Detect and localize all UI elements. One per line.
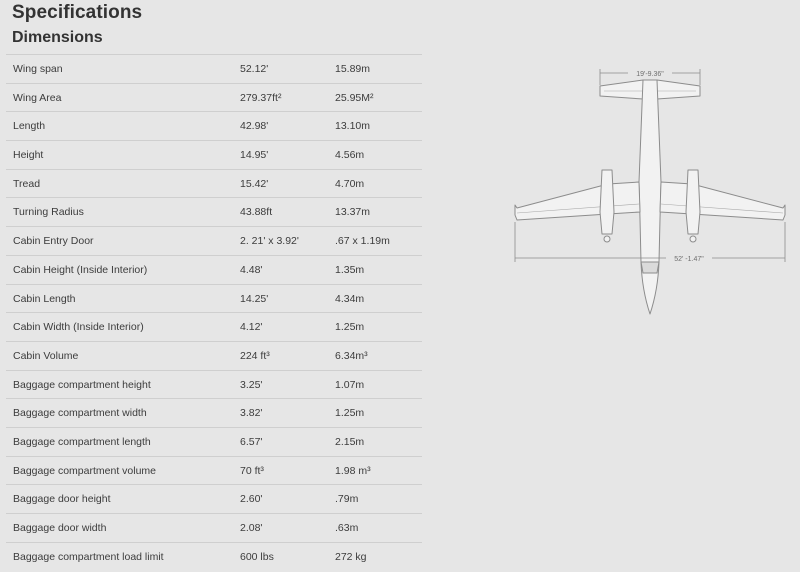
spec-metric-value: 25.95M² [335, 91, 374, 104]
spec-metric-value: 4.34m [335, 292, 365, 305]
spec-metric-value: 1.25m [335, 321, 365, 334]
aircraft-top-view-diagram [508, 62, 792, 322]
right-wing [660, 182, 785, 220]
spec-imperial-value: 70 ft³ [240, 464, 264, 477]
table-row [6, 312, 422, 341]
table-row [6, 226, 422, 255]
left-wing [515, 182, 640, 220]
spec-imperial-value: 279.37ft² [240, 91, 282, 104]
table-row [6, 341, 422, 370]
spec-label: Baggage compartment length [13, 435, 151, 448]
spec-imperial-value: 600 lbs [240, 550, 274, 563]
table-row [6, 456, 422, 485]
spec-metric-value: 1.07m [335, 378, 365, 391]
spec-metric-value: 6.34m³ [335, 349, 368, 362]
table-row [6, 111, 422, 140]
table-row [6, 484, 422, 513]
fuselage [639, 80, 661, 314]
spec-imperial-value: 14.25' [240, 292, 269, 305]
spec-label: Baggage compartment width [13, 407, 147, 420]
spec-label: Cabin Height (Inside Interior) [13, 263, 148, 276]
spec-imperial-value: 6.57' [240, 435, 263, 448]
table-row [6, 398, 422, 427]
table-row [6, 140, 422, 169]
spec-label: Baggage compartment volume [13, 464, 156, 477]
spec-metric-value: 2.15m [335, 435, 365, 448]
spec-label: Cabin Length [13, 292, 76, 305]
right-engine-nacelle [686, 170, 700, 234]
spec-imperial-value: 3.25' [240, 378, 263, 391]
spec-metric-value: 4.70m [335, 177, 365, 190]
spec-imperial-value: 4.12' [240, 321, 263, 334]
spec-imperial-value: 224 ft³ [240, 349, 270, 362]
spec-metric-value: 13.37m [335, 206, 371, 219]
spec-metric-value: .67 x 1.19m [335, 235, 390, 248]
spec-label: Height [13, 149, 44, 162]
spec-imperial-value: 2.60' [240, 493, 263, 506]
spec-metric-value: 13.10m [335, 120, 371, 133]
left-spinner [604, 236, 610, 242]
spec-imperial-value: 15.42' [240, 177, 269, 190]
table-row [6, 284, 422, 313]
spec-label: Wing span [13, 63, 63, 75]
table-row [6, 255, 422, 284]
spec-label: Baggage door height [13, 493, 111, 506]
spec-metric-value: .63m [335, 522, 359, 534]
spec-metric-value: 15.89m [335, 63, 371, 75]
spec-label: Tread [13, 177, 41, 190]
cockpit-windows [641, 262, 659, 273]
spec-imperial-value: 4.48' [240, 263, 263, 276]
section-title-dimensions: Dimensions [12, 29, 103, 46]
table-row [6, 83, 422, 112]
spec-label: Turning Radius [13, 206, 84, 219]
spec-metric-value: 1.98 m³ [335, 464, 371, 477]
table-row [6, 370, 422, 399]
spec-label: Baggage compartment height [13, 378, 151, 391]
spec-imperial-value: 52.12' [240, 63, 269, 75]
specs-table [6, 54, 422, 570]
table-row [6, 169, 422, 198]
spec-imperial-value: 2.08' [240, 522, 263, 534]
spec-label: Cabin Entry Door [13, 235, 94, 248]
table-row [6, 427, 422, 456]
spec-imperial-value: 3.82' [240, 407, 263, 420]
spec-label: Cabin Width (Inside Interior) [13, 321, 144, 334]
spec-label: Cabin Volume [13, 349, 79, 362]
spec-imperial-value: 43.88ft [240, 206, 273, 219]
left-engine-nacelle [600, 170, 614, 234]
spec-metric-value: 1.35m [335, 263, 365, 276]
table-row [6, 197, 422, 226]
page-title: Specifications [12, 2, 143, 23]
spec-metric-value: 1.25m [335, 407, 365, 420]
tail-span-label: 19'-9.36" [636, 71, 664, 78]
spec-metric-value: .79m [335, 493, 359, 506]
spec-metric-value: 272 kg [335, 550, 367, 563]
spec-label: Wing Area [13, 91, 62, 104]
table-row [6, 513, 422, 542]
right-spinner [690, 236, 696, 242]
wing-span-label: 52' -1.47" [674, 256, 704, 263]
spec-metric-value: 4.56m [335, 149, 365, 162]
spec-label: Baggage door width [13, 522, 107, 534]
spec-label: Baggage compartment load limit [13, 550, 164, 563]
spec-imperial-value: 14.95' [240, 149, 269, 162]
spec-label: Length [13, 120, 46, 133]
spec-imperial-value: 42.98' [240, 120, 269, 133]
table-row [6, 542, 422, 571]
table-row [6, 54, 422, 83]
spec-imperial-value: 2. 21' x 3.92' [240, 235, 299, 248]
